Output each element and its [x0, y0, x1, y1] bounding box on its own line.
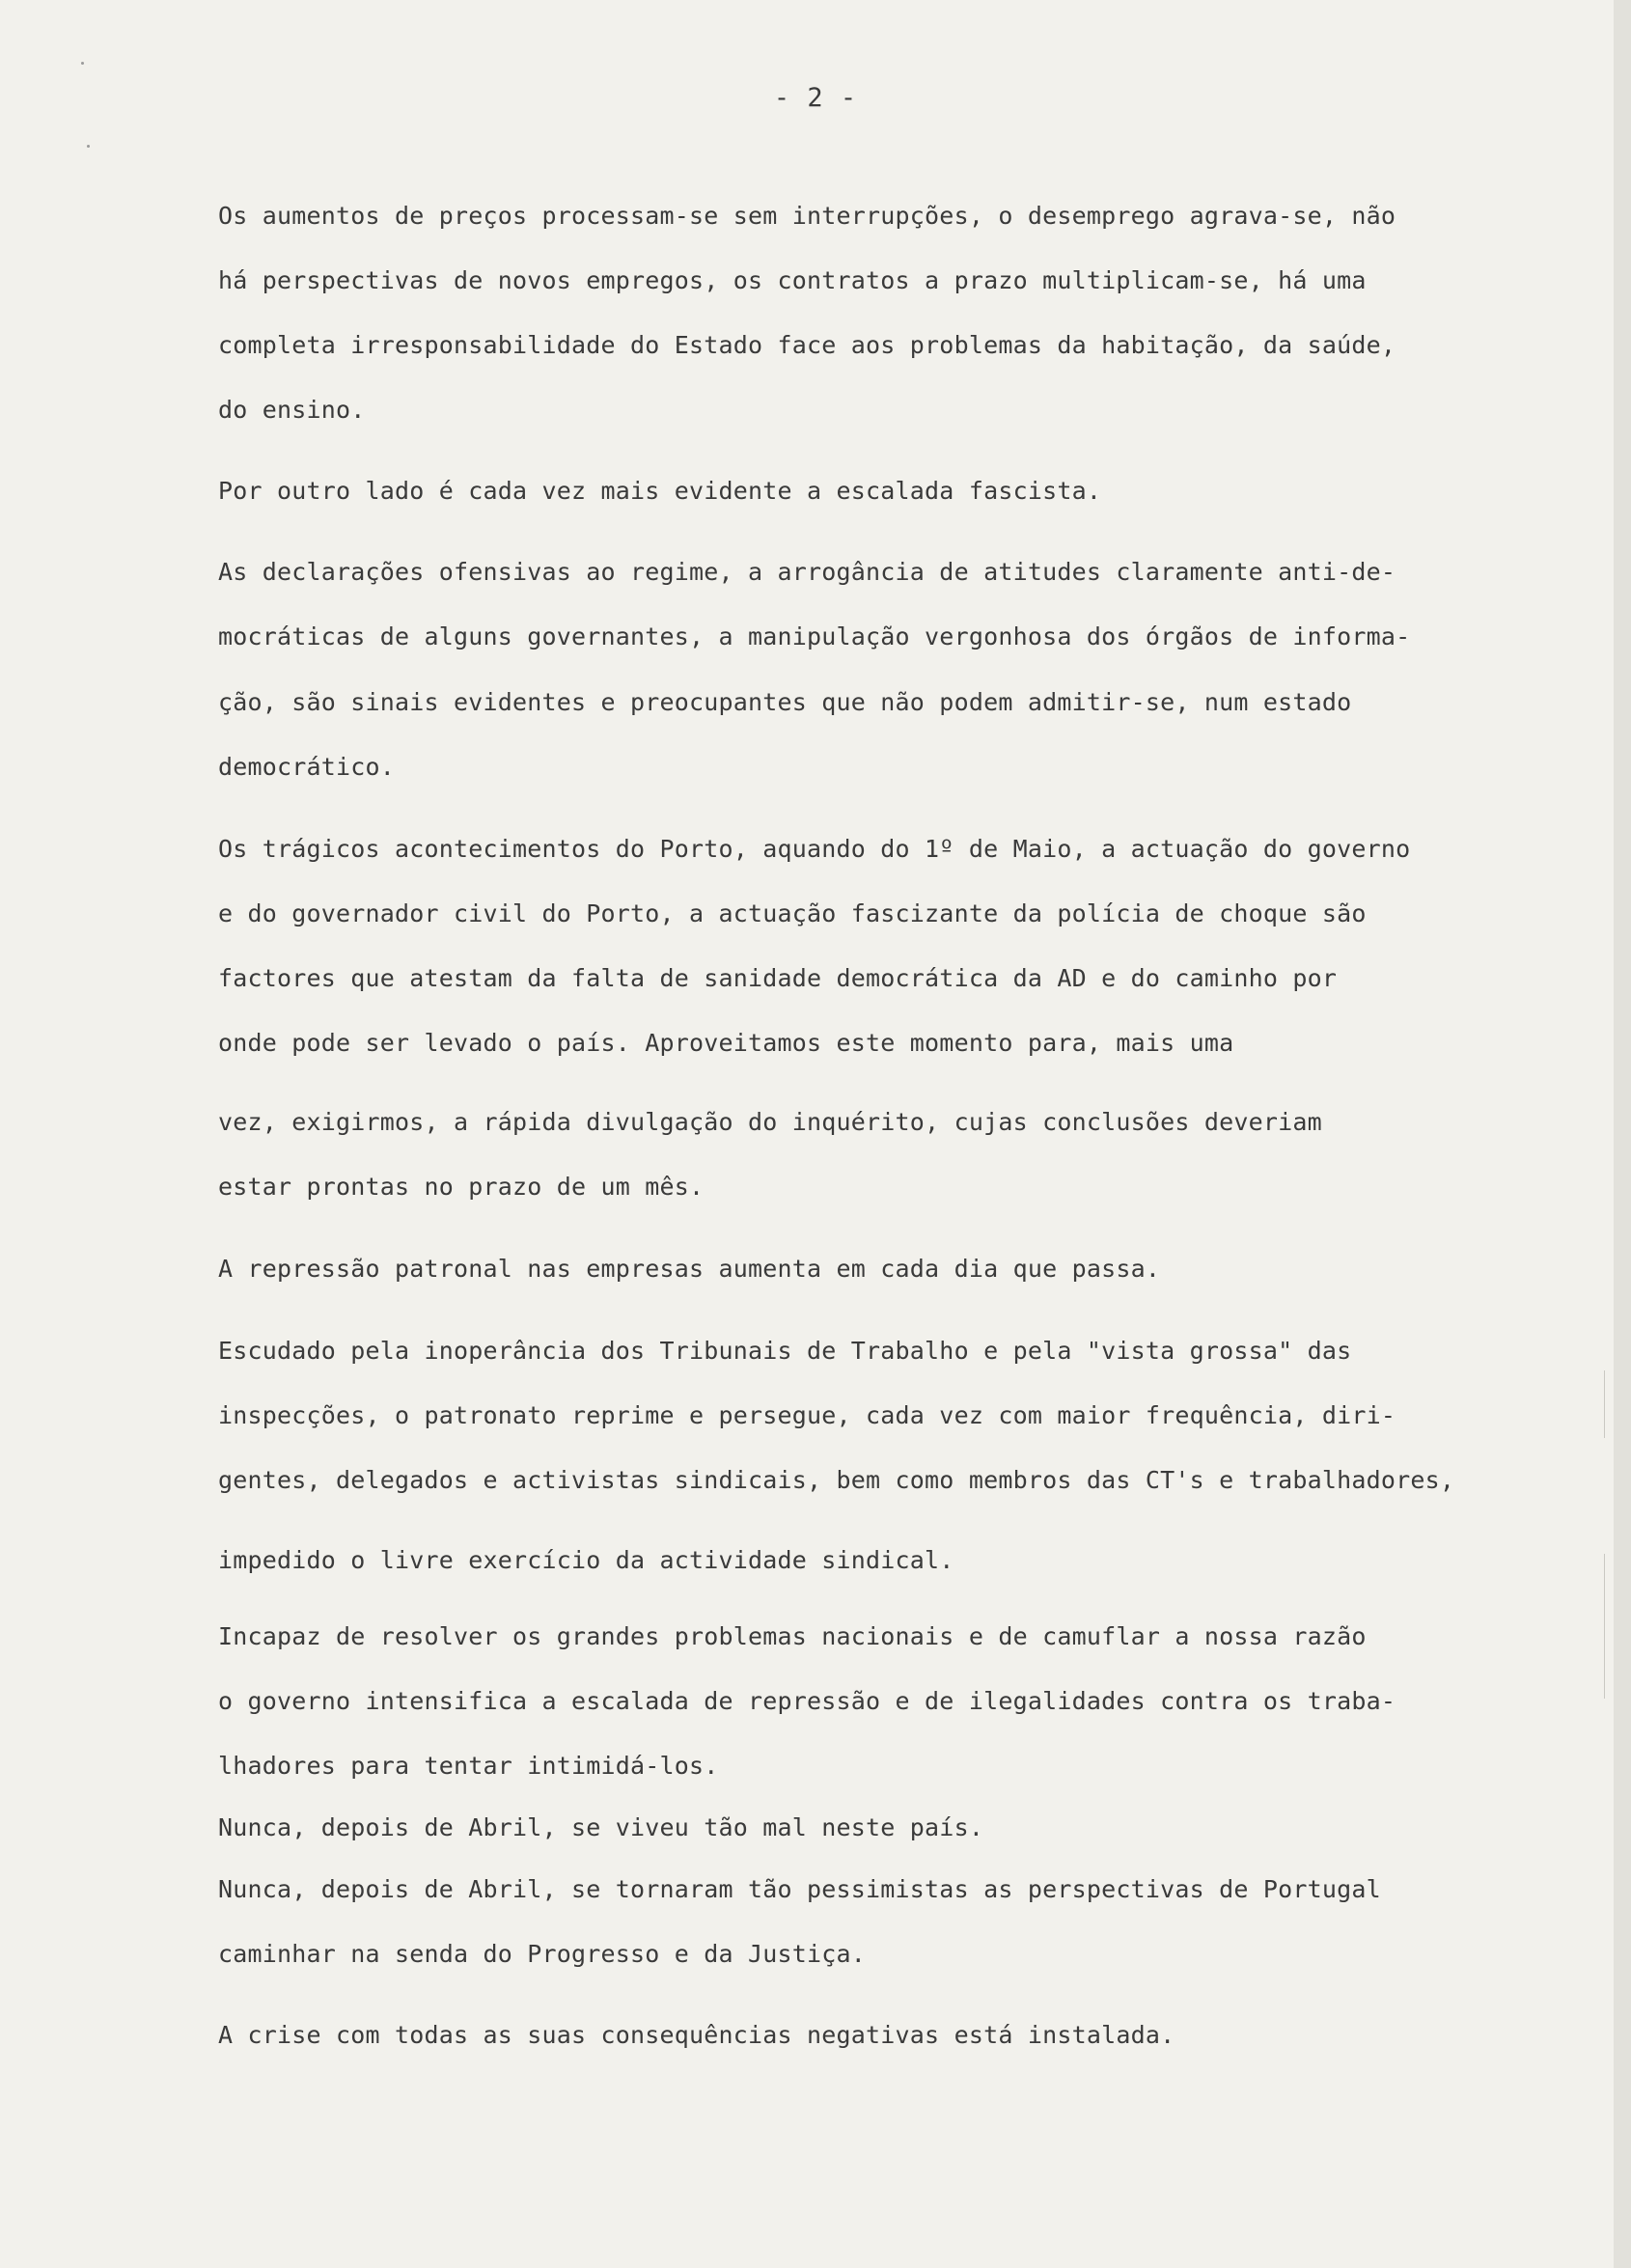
text-line: gentes, delegados e activistas sindicais, bem como membros das CT's e trabalhadores,: [218, 1466, 1455, 1494]
text-line: o governo intensifica a escalada de repressão e de ilegalidades contra os traba-: [218, 1687, 1396, 1715]
text-line: Nunca, depois de Abril, se viveu tão mal neste país.: [218, 1813, 984, 1841]
page-edge: [1614, 0, 1631, 2268]
text-line: democrático.: [218, 753, 396, 781]
text-line: vez, exigirmos, a rápida divulgação do inquérito, cujas conclusões deveriam: [218, 1108, 1322, 1136]
text-line: mocráticas de alguns governantes, a manipulação vergonhosa dos órgãos de informa-: [218, 622, 1411, 650]
text-line: e do governador civil do Porto, a actuação fascizante da polícia de choque são: [218, 899, 1367, 927]
text-line: há perspectivas de novos empregos, os contratos a prazo multiplicam-se, há uma: [218, 266, 1367, 294]
text-line: Incapaz de resolver os grandes problemas nacionais e de camuflar a nossa razão: [218, 1622, 1367, 1650]
text-line: Nunca, depois de Abril, se tornaram tão pessimistas as perspectivas de Portugal: [218, 1875, 1381, 1903]
text-line: onde pode ser levado o país. Aproveitamos este momento para, mais uma: [218, 1029, 1234, 1057]
text-line: impedido o livre exercício da actividade sindical.: [218, 1546, 954, 1574]
text-line: caminhar na senda do Progresso e da Justiça.: [218, 1940, 867, 1968]
text-line: Escudado pela inoperância dos Tribunais de Trabalho e pela "vista grossa" das: [218, 1337, 1352, 1365]
text-line: factores que atestam da falta de sanidade democrática da AD e do caminho por: [218, 964, 1338, 992]
text-line: estar prontas no prazo de um mês.: [218, 1173, 705, 1201]
text-line: Os aumentos de preços processam-se sem interrupções, o desemprego agrava-se, não: [218, 202, 1396, 230]
paper-speck: [87, 145, 90, 148]
text-line: do ensino.: [218, 396, 366, 424]
text-line: lhadores para tentar intimidá-los.: [218, 1752, 719, 1780]
page-number: - 2 -: [773, 83, 858, 113]
text-line: A crise com todas as suas consequências negativas está instalada.: [218, 2021, 1175, 2049]
text-line: Os trágicos acontecimentos do Porto, aquando do 1º de Maio, a actuação do governo: [218, 835, 1411, 863]
margin-mark: [1604, 1370, 1605, 1438]
text-line: A repressão patronal nas empresas aumenta em cada dia que passa.: [218, 1255, 1161, 1283]
text-line: completa irresponsabilidade do Estado face aos problemas da habitação, da saúde,: [218, 331, 1396, 359]
paper-speck: [81, 62, 84, 65]
text-line: As declarações ofensivas ao regime, a arrogância de atitudes claramente anti-de-: [218, 558, 1396, 586]
text-line: ção, são sinais evidentes e preocupantes que não podem admitir-se, num estado: [218, 688, 1352, 716]
text-line: Por outro lado é cada vez mais evidente a escalada fascista.: [218, 477, 1102, 505]
margin-mark: [1604, 1554, 1605, 1699]
text-line: inspecções, o patronato reprime e persegue, cada vez com maior frequência, diri-: [218, 1401, 1396, 1429]
